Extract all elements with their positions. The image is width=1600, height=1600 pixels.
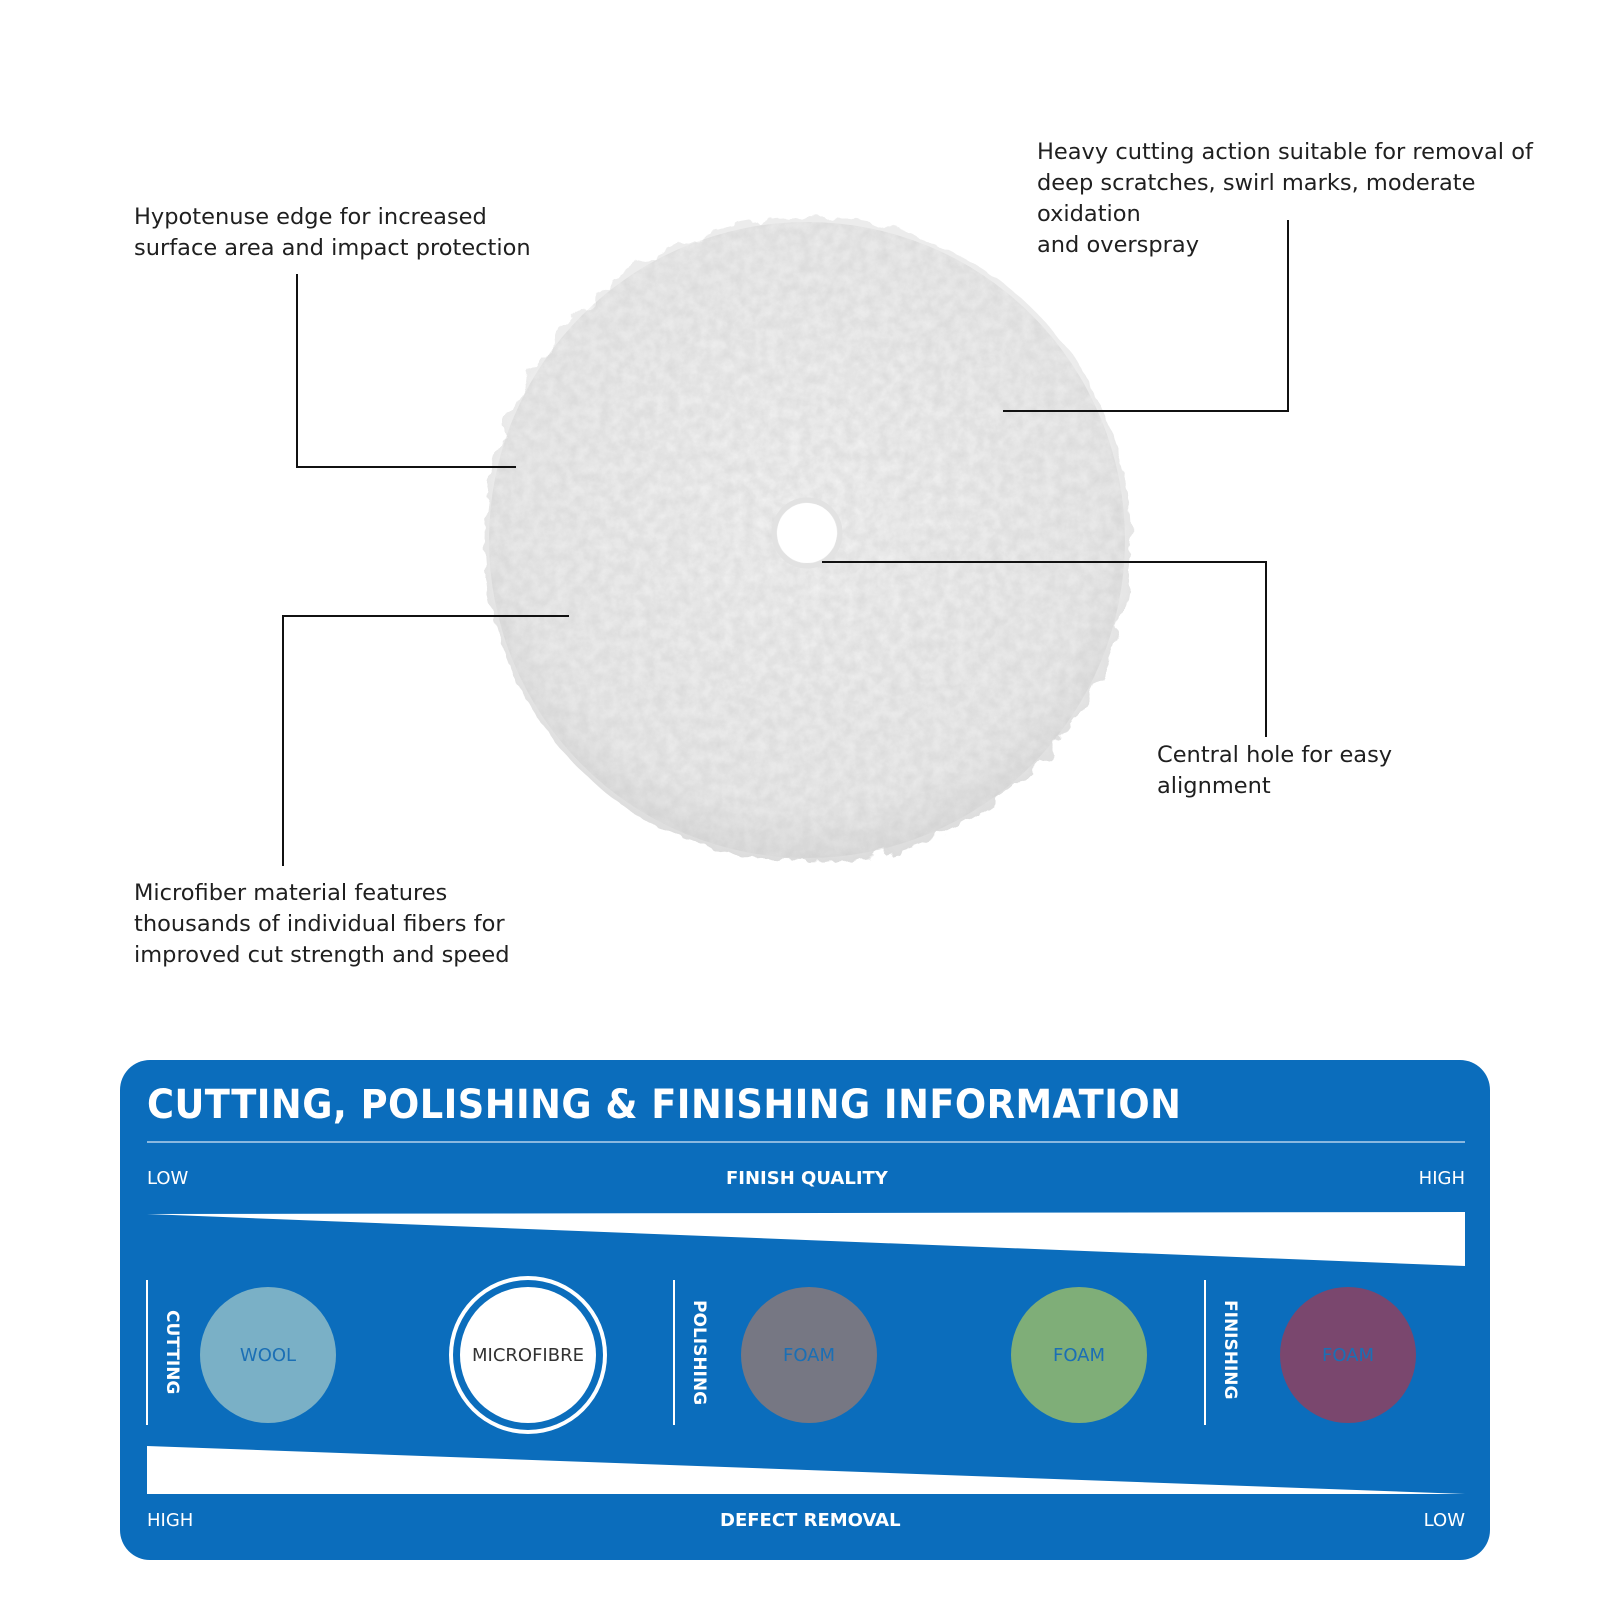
group-label-cutting: CUTTING (162, 1310, 182, 1395)
defect-removal-low-label: LOW (1423, 1510, 1465, 1531)
pad-label-foam-purple: FOAM (1321, 1344, 1375, 1366)
callout-microfiber-material: Microfiber material features thousands of individual fibers for improved cut strength and speed (134, 880, 510, 968)
defect-removal-wedge (147, 1446, 1465, 1494)
group-label-finishing: FINISHING (1220, 1300, 1240, 1400)
group-label-polishing: POLISHING (689, 1300, 709, 1406)
group-divider-polishing (673, 1280, 675, 1425)
pad-foam-purple (1280, 1287, 1416, 1423)
pad-wool (200, 1287, 336, 1423)
microfibre-pad-image (467, 207, 1147, 887)
panel-title: CUTTING, POLISHING & FINISHING INFORMATION (147, 1082, 1182, 1128)
finish-quality-high-label: HIGH (1418, 1168, 1465, 1189)
info-panel (120, 1060, 1490, 1560)
finish-quality-low-label: LOW (147, 1168, 189, 1189)
callout-cutting-action: Heavy cutting action suitable for removal of deep scratches, swirl marks, moderate oxidation and overspray (1037, 139, 1533, 258)
group-divider-finishing (1204, 1280, 1206, 1425)
pad-foam-green (1011, 1287, 1147, 1423)
pad-label-microfibre: MICROFIBRE (472, 1344, 584, 1366)
pad-label-foam-green: FOAM (1052, 1344, 1106, 1366)
pad-label-foam-grey: FOAM (782, 1344, 836, 1366)
pad-microfibre (460, 1287, 596, 1423)
finish-quality-wedge (147, 1212, 1465, 1266)
finish-quality-label: FINISH QUALITY (726, 1168, 888, 1189)
callout-central-hole: Central hole for easy alignment (1157, 742, 1393, 799)
defect-removal-high-label: HIGH (147, 1510, 194, 1531)
pad-foam-grey (741, 1287, 877, 1423)
defect-removal-label: DEFECT REMOVAL (720, 1510, 901, 1531)
group-divider-cutting (146, 1280, 148, 1425)
pad-label-wool: WOOL (239, 1344, 297, 1366)
callout-edge: Hypotenuse edge for increased surface area and impact protection (134, 204, 531, 261)
